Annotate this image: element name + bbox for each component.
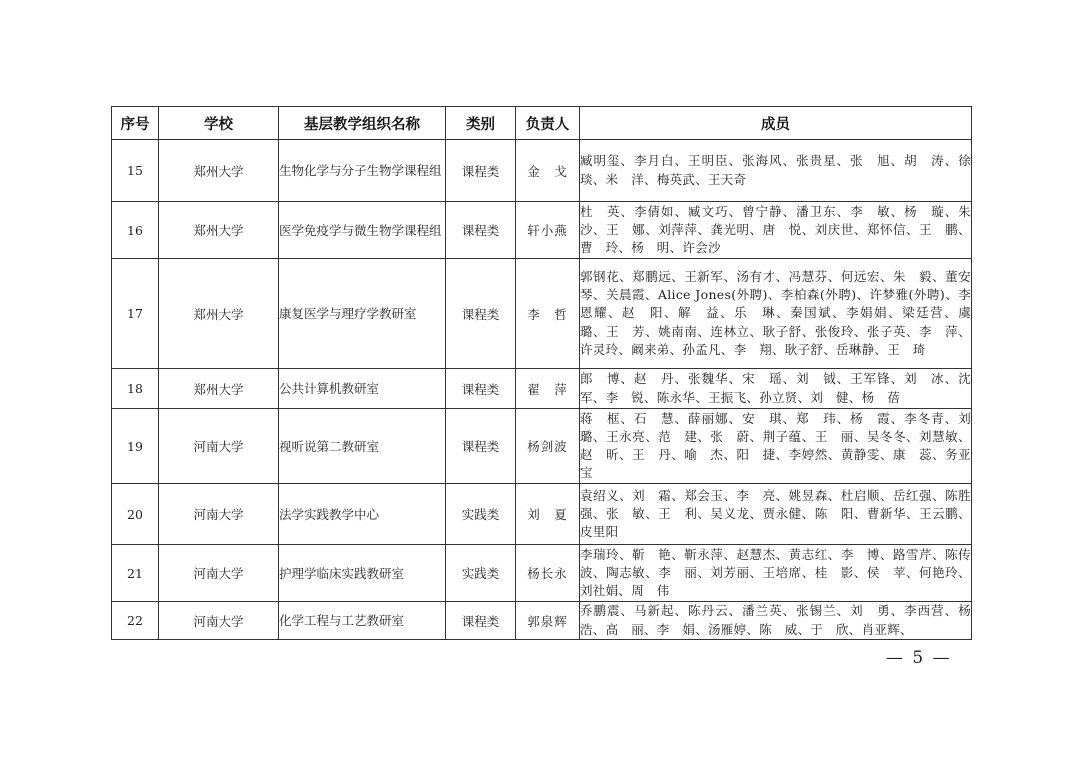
row-type: 课程类	[446, 259, 516, 369]
row-org-name: 公共计算机教研室	[279, 369, 446, 409]
row-members: 杜 英、李倩如、臧文巧、曾宁静、潘卫东、李 敏、杨 璇、朱 沙、王 娜、刘萍萍、龚光明、唐 悦、刘庆世、郑怀信、王 鹏、曹 玲、杨 明、许会沙	[580, 202, 972, 259]
row-org-name: 生物化学与分子生物学课程组	[279, 140, 446, 202]
row-lead: 翟 萍	[516, 369, 580, 409]
row-members: 李瑞玲、靳 艳、靳永萍、赵慧杰、黄志红、李 博、路雪芹、陈传波、陶志敏、李 丽、刘芳丽、王培席、桂 影、侯 苹、何艳玲、刘社娟、周 伟	[580, 545, 972, 602]
row-no: 22	[112, 602, 159, 640]
row-members: 乔鹏震、马新起、陈丹云、潘兰英、张锡兰、刘 勇、李西营、杨 浩、高 丽、李 娟、汤雁婷、陈 威、于 欣、肖亚辉、	[580, 602, 972, 640]
table-row	[112, 369, 972, 409]
row-school: 河南大学	[159, 602, 279, 640]
row-no: 15	[112, 140, 159, 202]
row-school: 郑州大学	[159, 140, 279, 202]
header-school: 学校	[159, 107, 279, 140]
row-school: 郑州大学	[159, 202, 279, 259]
table-row	[112, 259, 972, 369]
row-school: 河南大学	[159, 545, 279, 602]
row-school: 河南大学	[159, 409, 279, 484]
row-lead: 杨剑波	[516, 409, 580, 484]
row-org-name: 视听说第二教研室	[279, 409, 446, 484]
table-row	[112, 140, 972, 202]
row-org-name: 化学工程与工艺教研室	[279, 602, 446, 640]
table-row	[112, 545, 972, 602]
row-lead: 李 哲	[516, 259, 580, 369]
row-no: 18	[112, 369, 159, 409]
table-row	[112, 409, 972, 484]
row-school: 郑州大学	[159, 259, 279, 369]
row-school: 河南大学	[159, 484, 279, 545]
row-no: 19	[112, 409, 159, 484]
row-type: 课程类	[446, 369, 516, 409]
row-org-name: 康复医学与理疗学教研室	[279, 259, 446, 369]
row-members: 袁绍义、刘 霜、郑会玉、李 亮、姚昱森、杜启顺、岳红强、陈胜强、张 敏、王 利、吴义龙、贾永健、陈 阳、曹新华、王云鹏、皮里阳	[580, 484, 972, 545]
row-type: 实践类	[446, 545, 516, 602]
row-org-name: 医学免疫学与微生物学课程组	[279, 202, 446, 259]
row-members: 郭钢花、郑鹏远、王新军、汤有才、冯慧芬、何远宏、朱 毅、董安琴、关晨霞、Alice Jones(外聘)、李柏森(外聘)、许梦雅(外聘)、李恩耀、赵 阳、解 益、乐 琳、秦国斌、李娟娟、梁廷营、虞 璐、王 芳、姚南南、连林立、耿子舒、张俊玲、张子英、李 萍、许灵玲、阚来弟、孙孟凡、李 翔、耿子舒、岳琳静、王 琦	[580, 259, 972, 369]
header-lead: 负责人	[516, 107, 580, 140]
row-members: 郎 博、赵 丹、张魏华、宋 瑶、刘 钺、王军锋、刘 冰、沈 军、李 锐、陈永华、王振飞、孙立贤、刘 健、杨 蓓	[580, 369, 972, 409]
row-members: 臧明玺、李月白、王明臣、张海风、张贵星、张 旭、胡 涛、徐 琰、米 洋、梅英武、王天奇	[580, 140, 972, 202]
row-no: 17	[112, 259, 159, 369]
header-type: 类别	[446, 107, 516, 140]
row-type: 课程类	[446, 409, 516, 484]
row-type: 课程类	[446, 140, 516, 202]
table-row	[112, 602, 972, 640]
row-no: 21	[112, 545, 159, 602]
row-lead: 金 戈	[516, 140, 580, 202]
table-row	[112, 484, 972, 545]
members-table	[111, 106, 984, 640]
row-school: 郑州大学	[159, 369, 279, 409]
row-type: 课程类	[446, 202, 516, 259]
row-org-name: 法学实践教学中心	[279, 484, 446, 545]
header-no: 序号	[112, 107, 159, 140]
row-no: 16	[112, 202, 159, 259]
header-org-name: 基层教学组织名称	[279, 107, 446, 140]
row-lead: 郭泉辉	[516, 602, 580, 640]
row-org-name: 护理学临床实践教研室	[279, 545, 446, 602]
row-type: 课程类	[446, 602, 516, 640]
row-lead: 杨长永	[516, 545, 580, 602]
row-lead: 轩小燕	[516, 202, 580, 259]
table-row	[112, 202, 972, 259]
row-no: 20	[112, 484, 159, 545]
table-header-row	[112, 107, 972, 140]
page-number: — 5 —	[886, 648, 952, 668]
header-members: 成员	[580, 107, 972, 140]
row-type: 实践类	[446, 484, 516, 545]
row-members: 蒋 框、石 慧、薛丽娜、安 琪、郑 玮、杨 霞、李冬青、刘 璐、王永亮、范 建、张 蔚、荆子蕴、王 丽、吴冬冬、刘慧敏、赵 昕、王 丹、喻 杰、阳 捷、李婷然、黄静雯、康 蕊、务亚宝	[580, 409, 972, 484]
row-lead: 刘 夏	[516, 484, 580, 545]
